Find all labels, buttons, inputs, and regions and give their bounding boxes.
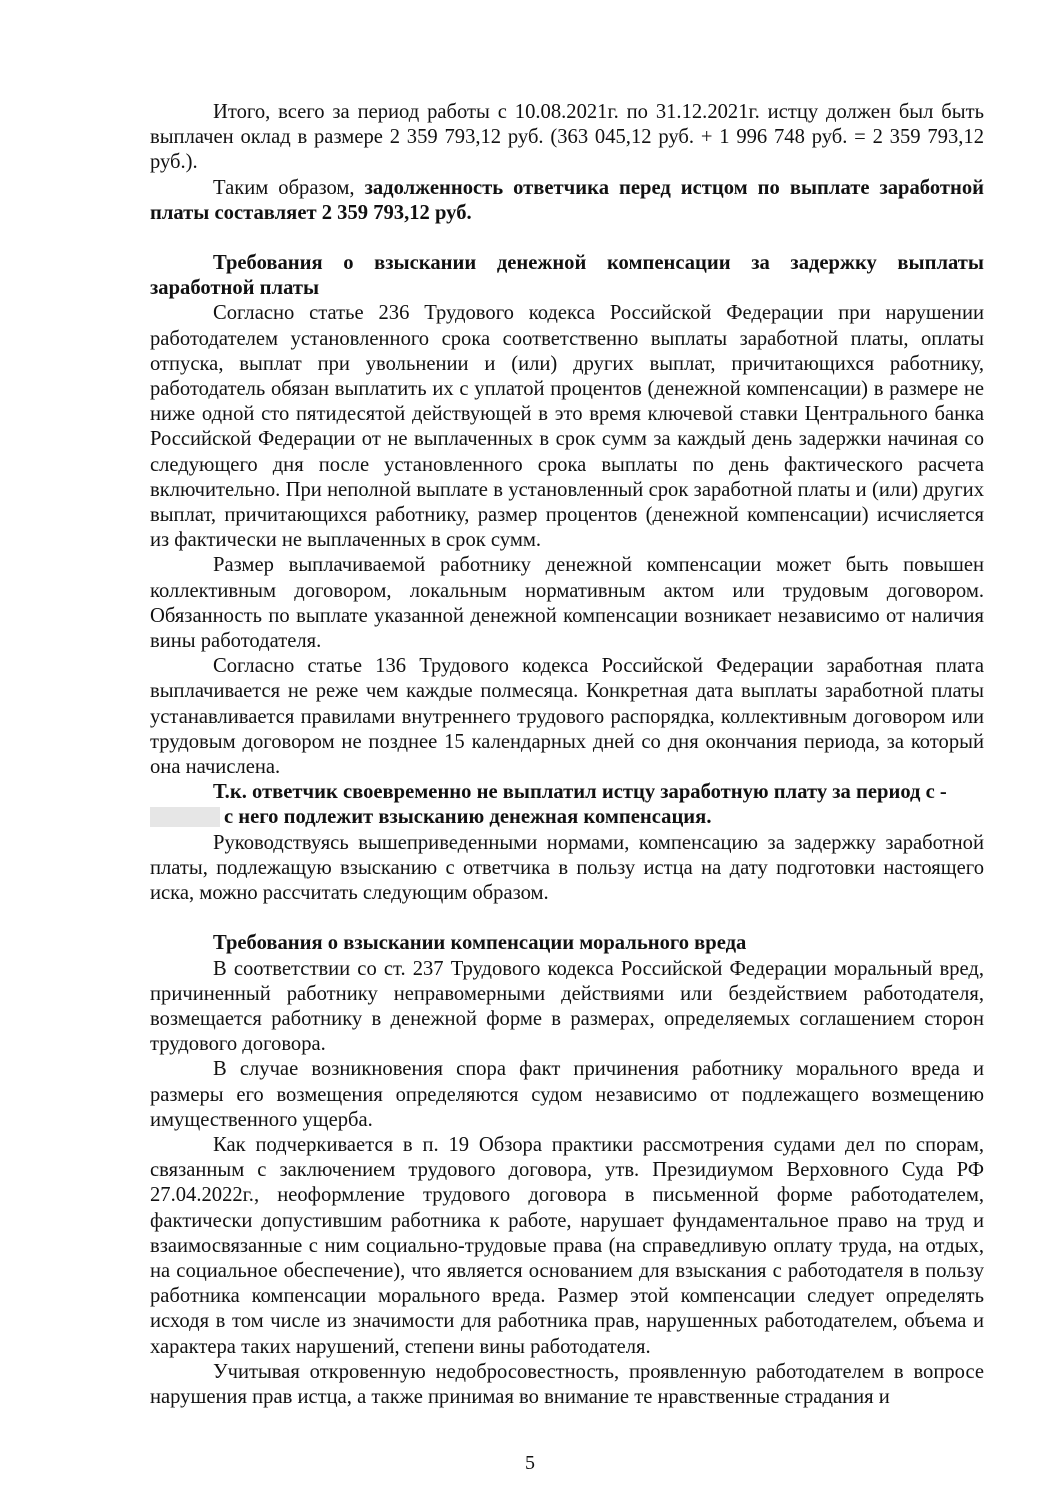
paragraph-dispute-court: В случае возникновения спора факт причинения работнику морального вреда и размеры его возмещения определяются судом независимо от подлежащего возмещению имущественного ущерба. bbox=[150, 1058, 984, 1131]
paragraph-article-136: Согласно статье 136 Трудового кодекса Российской Федерации заработная плата выплачивается не реже чем каждые полмесяца. Конкретная дата выплаты заработной платы устанавливается правилами внутреннего трудового распорядка, коллективным договором или трудовым договором не позднее 15 календарных дней со дня окончания периода, за который она начислена. bbox=[150, 655, 984, 779]
page-number: 5 bbox=[525, 1452, 535, 1474]
paragraph-defendant-liability bbox=[150, 780, 984, 830]
paragraph-calculation-intro: Руководствуясь вышеприведенными нормами, компенсацию за задержку заработной платы, подлежащую взысканию с ответчика в пользу истца на дату подготовки настоящего иска, можно рассчитать следующим образом. bbox=[150, 831, 984, 905]
liability-part-2: с него подлежит взысканию денежная компенсация. bbox=[224, 806, 712, 829]
debt-summary-amount: задолженность ответчика перед истцом по выплате заработной платы составляет 2 359 793,12 руб. bbox=[150, 176, 984, 224]
document-page bbox=[150, 100, 984, 1410]
paragraph-bad-faith: Учитывая откровенную недобросовестность, проявленную работодателем в вопросе нарушения прав истца, а также принимая во внимание те нравственные страдания и bbox=[150, 1360, 984, 1408]
spacer bbox=[150, 906, 984, 931]
paragraph-debt-summary bbox=[150, 176, 984, 226]
debt-summary-intro: Таким образом, bbox=[213, 176, 365, 199]
heading-delay-compensation: Требования о взыскании денежной компенсации за задержку выплаты заработной платы bbox=[150, 252, 984, 300]
spacer bbox=[150, 226, 984, 251]
heading-moral-damage: Требования о взыскании компенсации морального вреда bbox=[213, 932, 747, 955]
redacted-period bbox=[150, 807, 220, 827]
paragraph-supreme-court-review: Как подчеркивается в п. 19 Обзора практики рассмотрения судами дел по спорам, связанным с заключением трудового договора, утв. Президиумом Верховного Суда РФ 27.04.2022г., неоформление трудового договора в письменной форме работодателем, фактически допустившим работника к работе, нарушает фундаментальное право на труд и взаимосвязанные с ним социально-трудовые права (на справедливую оплату труда, на отдых, на социальное обеспечение), что является основанием для взыскания с работодателя в пользу работника компенсации морального вреда. Размер этой компенсации следует определять исходя в том числе из значимости для работника прав, нарушенных работодателем, объема и характера таких нарушений, степени вины работодателя. bbox=[150, 1133, 984, 1358]
paragraph-article-237: В соответствии со ст. 237 Трудового кодекса Российской Федерации моральный вред, причиненный работнику неправомерными действиями или бездействием работодателя, возмещается работнику в денежной форме в размерах, определяемых соглашением сторон трудового договора. bbox=[150, 957, 984, 1056]
paragraph-salary-total: Итого, всего за период работы с 10.08.2021г. по 31.12.2021г. истцу должен был быть выплачен оклад в размере 2 359 793,12 руб. (363 045,12 руб. + 1 996 748 руб. = 2 359 793,12 руб.). bbox=[150, 101, 984, 174]
paragraph-compensation-size: Размер выплачиваемой работнику денежной компенсации может быть повышен коллективным договором, локальным нормативным актом или трудовым договором. Обязанность по выплате указанной денежной компенсации возникает независимо от наличия вины работодателя. bbox=[150, 554, 984, 653]
paragraph-article-236: Согласно статье 236 Трудового кодекса Российской Федерации при нарушении работодателем установленного срока соответственно выплаты заработной платы, оплаты отпуска, выплат при увольнении и (или) других выплат, причитающихся работнику, работодатель обязан выплатить их с уплатой процентов (денежной компенсации) в размере не ниже одной сто пятидесятой действующей в это время ключевой ставки Центрального банка Российской Федерации от не выплаченных в срок сумм за каждый день задержки начиная со следующего дня после установленного срока выплаты по день фактического расчета включительно. При неполной выплате в установленный срок заработной платы и (или) других выплат, причитающихся работнику, размер процентов (денежной компенсации) исчисляется из фактически не выплаченных в срок сумм. bbox=[150, 302, 984, 552]
liability-part-1: Т.к. ответчик своевременно не выплатил истцу заработную плату за период с - bbox=[213, 781, 947, 804]
